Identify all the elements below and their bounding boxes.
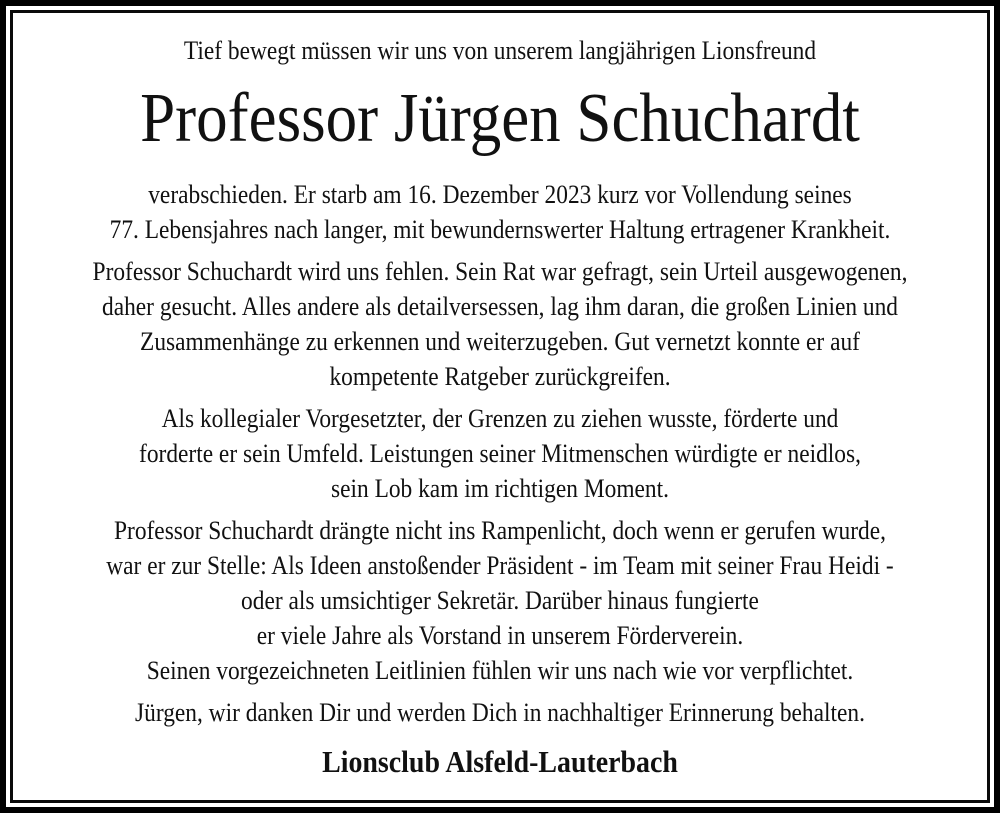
paragraph-death-notice	[62, 177, 939, 247]
paragraph-line: er viele Jahre als Vorstand in unserem Förderverein.	[256, 621, 744, 650]
paragraph-line: Professor Schuchardt wird uns fehlen. Sein Rat war gefragt, sein Urteil ausgewogenen,	[92, 257, 908, 286]
paragraph-line: kompetente Ratgeber zurückgreifen.	[329, 362, 671, 391]
border-gap	[6, 6, 994, 807]
deceased-name: Professor Jürgen Schuchardt	[140, 80, 860, 157]
paragraph-line: oder als umsichtiger Sekretär. Darüber hinaus fungierte	[241, 586, 759, 615]
paragraph-line: war er zur Stelle: Als Ideen anstoßender Präsident - im Team mit seiner Frau Heidi -	[106, 551, 894, 580]
notice-content	[62, 13, 939, 783]
notice-inner-border	[10, 10, 990, 803]
paragraph-line: Zusammenhänge zu erkennen und weiterzugeben. Gut vernetzt konnte er auf	[140, 327, 860, 356]
signature: Lionsclub Alsfeld-Lauterbach	[322, 744, 678, 779]
paragraph-roles	[62, 513, 939, 688]
paragraph-line: forderte er sein Umfeld. Leistungen seiner Mitmenschen würdigte er neidlos,	[139, 439, 861, 468]
paragraph-line: Als kollegialer Vorgesetzter, der Grenzen zu ziehen wusste, förderte und	[161, 404, 839, 433]
paragraph-line: daher gesucht. Alles andere als detailversessen, lag ihm daran, die großen Linien und	[102, 292, 898, 321]
paragraph-line: Seinen vorgezeichneten Leitlinien fühlen wir uns nach wie vor verpflichtet.	[146, 656, 854, 685]
intro-line: Tief bewegt müssen wir uns von unserem langjährigen Lionsfreund	[183, 36, 817, 65]
closing-line: Jürgen, wir danken Dir und werden Dich in nachhaltiger Erinnerung behalten.	[135, 698, 865, 727]
paragraph-line: Professor Schuchardt drängte nicht ins Rampenlicht, doch wenn er gerufen wurde,	[114, 516, 886, 545]
paragraph-line: 77. Lebensjahres nach langer, mit bewundernswerter Haltung ertragener Krankheit.	[109, 215, 891, 244]
paragraph-line: sein Lob kam im richtigen Moment.	[331, 474, 669, 503]
paragraph-character	[62, 254, 939, 394]
paragraph-leadership	[62, 401, 939, 506]
paragraph-line: verabschieden. Er starb am 16. Dezember 2023 kurz vor Vollendung seines	[148, 180, 852, 209]
